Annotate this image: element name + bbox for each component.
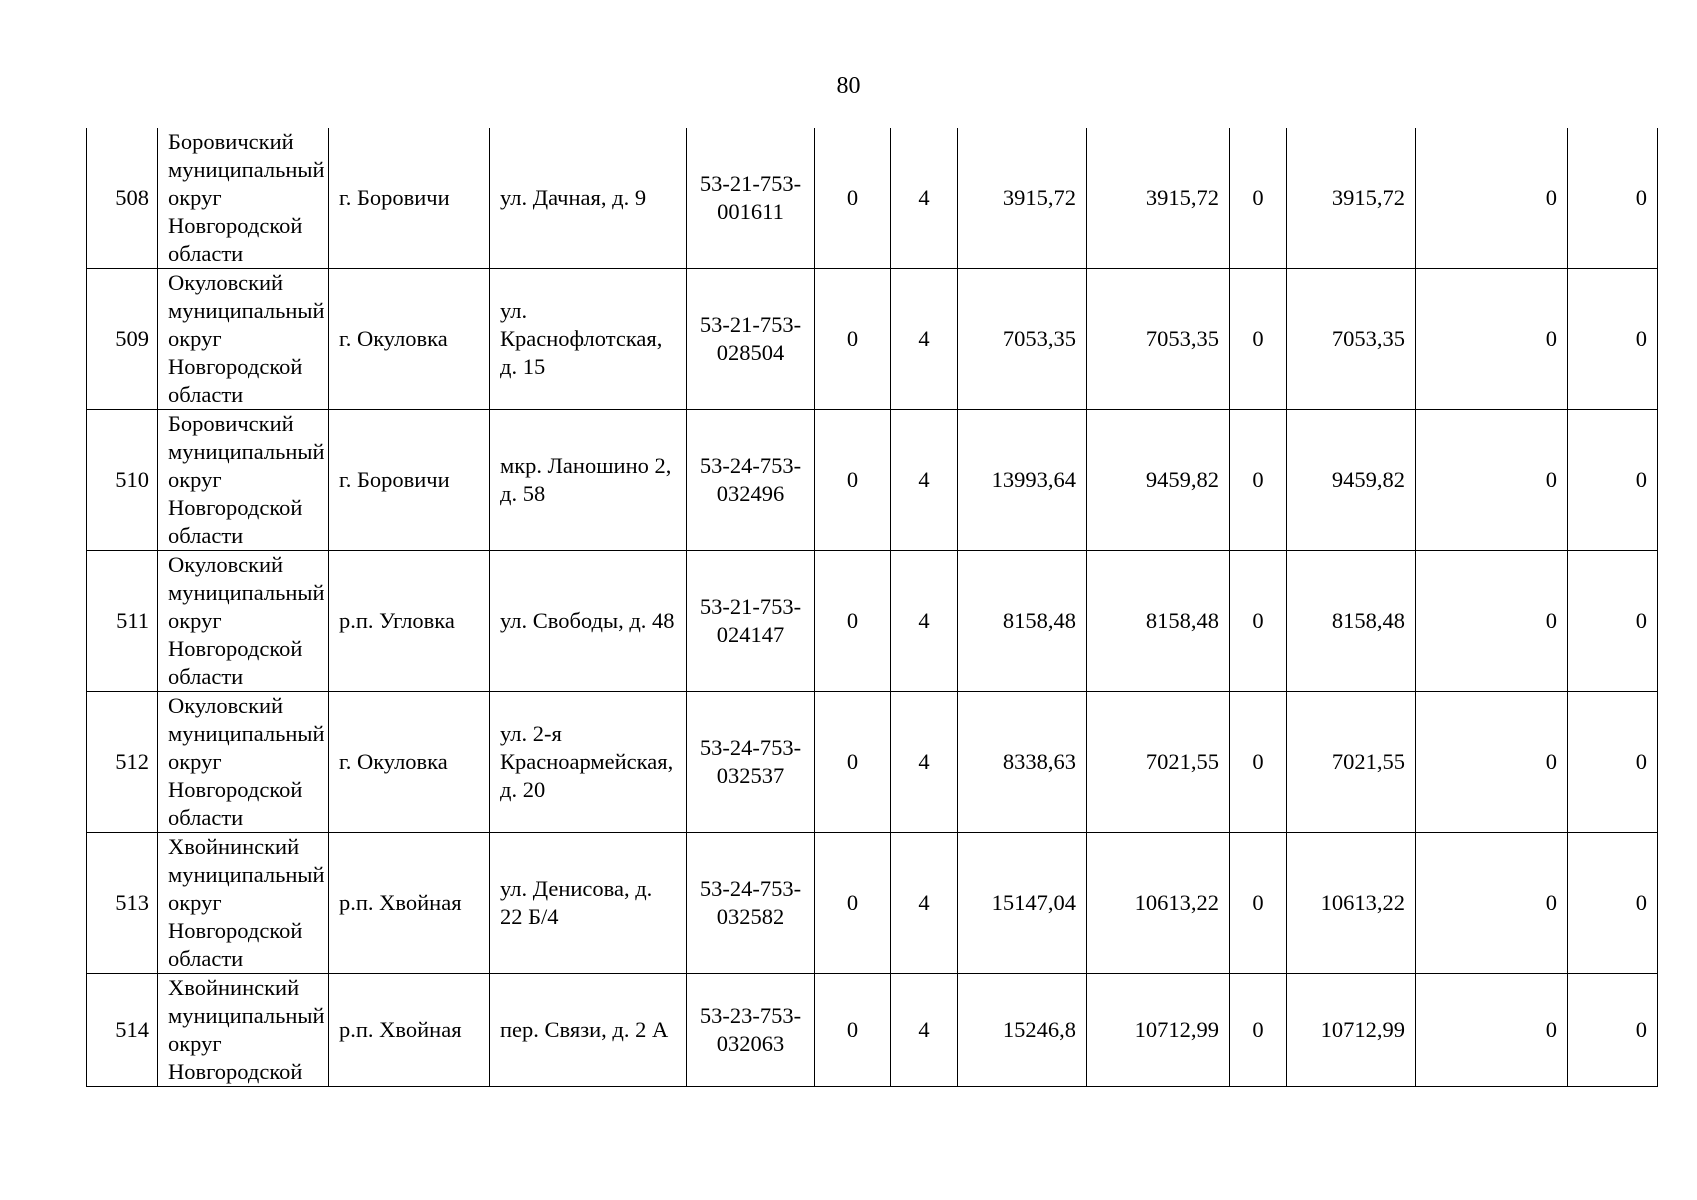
municipality-cell: Окуловский муниципальный округ Новгородской области [158,551,329,692]
row-number-cell: 513 [87,833,158,974]
col-a-cell: 0 [815,833,891,974]
cost-2-cell: 7021,55 [1087,692,1230,833]
house-code-cell: 53-21-753-001611 [687,128,815,269]
col-c-cell: 0 [1230,551,1287,692]
registry-table [86,128,1658,1087]
col-e-cell: 0 [1568,551,1658,692]
row-number-cell: 512 [87,692,158,833]
municipality-cell: Окуловский муниципальный округ Новгородской области [158,692,329,833]
address-cell: ул. Краснофлотская, д. 15 [490,269,687,410]
address-cell: мкр. Ланошино 2, д. 58 [490,410,687,551]
cost-3-cell: 8158,48 [1287,551,1416,692]
col-c-cell: 0 [1230,128,1287,269]
col-d-cell: 0 [1416,551,1568,692]
col-d-cell: 0 [1416,974,1568,1087]
col-e-cell: 0 [1568,974,1658,1087]
address-cell: ул. Денисова, д. 22 Б/4 [490,833,687,974]
col-d-cell: 0 [1416,410,1568,551]
cost-3-cell: 7053,35 [1287,269,1416,410]
col-b-cell: 4 [891,551,958,692]
address-cell: ул. Свободы, д. 48 [490,551,687,692]
col-e-cell: 0 [1568,410,1658,551]
total-cost-cell: 15246,8 [958,974,1087,1087]
cost-2-cell: 8158,48 [1087,551,1230,692]
table-row [87,269,1658,410]
col-a-cell: 0 [815,692,891,833]
municipality-cell: Боровичский муниципальный округ Новгородской области [158,410,329,551]
row-number-cell: 508 [87,128,158,269]
cost-2-cell: 10712,99 [1087,974,1230,1087]
row-number-cell: 514 [87,974,158,1087]
house-code-cell: 53-23-753-032063 [687,974,815,1087]
col-c-cell: 0 [1230,410,1287,551]
municipality-cell: Боровичский муниципальный округ Новгородской области [158,128,329,269]
col-b-cell: 4 [891,128,958,269]
house-code-cell: 53-24-753-032496 [687,410,815,551]
locality-cell: р.п. Хвойная [329,833,490,974]
col-e-cell: 0 [1568,128,1658,269]
house-code-cell: 53-24-753-032537 [687,692,815,833]
table-row [87,974,1658,1087]
house-code-cell: 53-24-753-032582 [687,833,815,974]
col-b-cell: 4 [891,269,958,410]
cost-2-cell: 10613,22 [1087,833,1230,974]
col-c-cell: 0 [1230,269,1287,410]
col-a-cell: 0 [815,128,891,269]
row-number-cell: 511 [87,551,158,692]
locality-cell: г. Окуловка [329,692,490,833]
col-b-cell: 4 [891,974,958,1087]
locality-cell: г. Боровичи [329,128,490,269]
house-code-cell: 53-21-753-028504 [687,269,815,410]
locality-cell: р.п. Хвойная [329,974,490,1087]
col-c-cell: 0 [1230,974,1287,1087]
col-b-cell: 4 [891,410,958,551]
col-b-cell: 4 [891,692,958,833]
cost-3-cell: 7021,55 [1287,692,1416,833]
municipality-cell: Хвойнинский муниципальный округ Новгородской [158,974,329,1087]
page-number: 80 [836,73,861,99]
cost-2-cell: 9459,82 [1087,410,1230,551]
col-e-cell: 0 [1568,833,1658,974]
cost-3-cell: 10613,22 [1287,833,1416,974]
col-b-cell: 4 [891,833,958,974]
table-row [87,410,1658,551]
total-cost-cell: 8338,63 [958,692,1087,833]
cost-2-cell: 3915,72 [1087,128,1230,269]
total-cost-cell: 8158,48 [958,551,1087,692]
address-cell: ул. Дачная, д. 9 [490,128,687,269]
col-d-cell: 0 [1416,269,1568,410]
total-cost-cell: 15147,04 [958,833,1087,974]
address-cell: пер. Связи, д. 2 А [490,974,687,1087]
cost-3-cell: 3915,72 [1287,128,1416,269]
table-row [87,551,1658,692]
col-a-cell: 0 [815,974,891,1087]
col-a-cell: 0 [815,269,891,410]
total-cost-cell: 13993,64 [958,410,1087,551]
locality-cell: р.п. Угловка [329,551,490,692]
col-d-cell: 0 [1416,833,1568,974]
row-number-cell: 509 [87,269,158,410]
col-a-cell: 0 [815,551,891,692]
table-row [87,833,1658,974]
table-row [87,128,1658,269]
col-e-cell: 0 [1568,692,1658,833]
col-d-cell: 0 [1416,128,1568,269]
address-cell: ул. 2-я Красноармейская, д. 20 [490,692,687,833]
municipality-cell: Окуловский муниципальный округ Новгородской области [158,269,329,410]
col-d-cell: 0 [1416,692,1568,833]
table-row [87,692,1658,833]
col-e-cell: 0 [1568,269,1658,410]
municipality-cell: Хвойнинский муниципальный округ Новгородской области [158,833,329,974]
cost-2-cell: 7053,35 [1087,269,1230,410]
col-c-cell: 0 [1230,833,1287,974]
col-a-cell: 0 [815,410,891,551]
cost-3-cell: 9459,82 [1287,410,1416,551]
total-cost-cell: 3915,72 [958,128,1087,269]
locality-cell: г. Боровичи [329,410,490,551]
locality-cell: г. Окуловка [329,269,490,410]
cost-3-cell: 10712,99 [1287,974,1416,1087]
row-number-cell: 510 [87,410,158,551]
total-cost-cell: 7053,35 [958,269,1087,410]
house-code-cell: 53-21-753-024147 [687,551,815,692]
col-c-cell: 0 [1230,692,1287,833]
